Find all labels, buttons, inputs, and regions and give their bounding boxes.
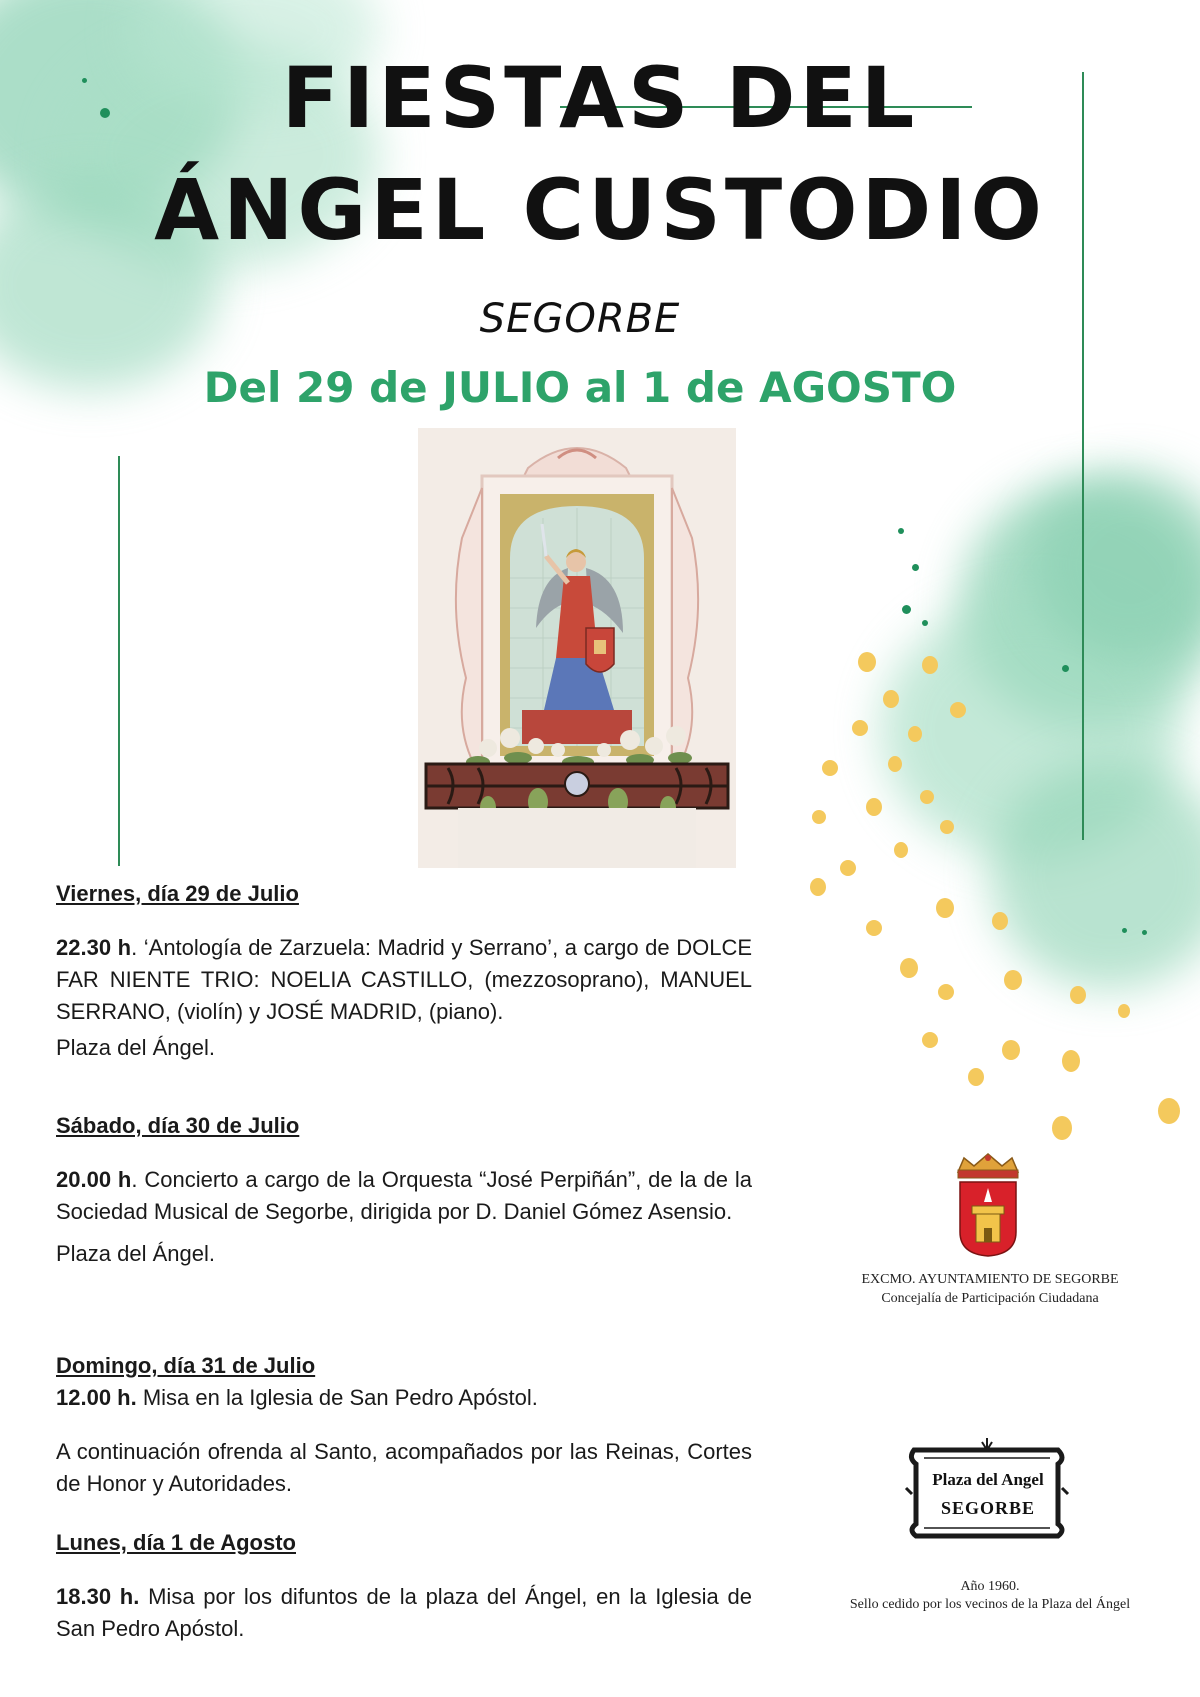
event-text: Misa en la Iglesia de San Pedro Apóstol. bbox=[136, 1385, 538, 1410]
confetti-dot bbox=[858, 652, 876, 672]
confetti-dot bbox=[908, 726, 922, 742]
splash-dot bbox=[1062, 665, 1069, 672]
event-extra: A continuación ofrenda al Santo, acompañados por las Reinas, Cortes de Honor y Autoridades. bbox=[56, 1439, 752, 1496]
event-description bbox=[56, 1581, 752, 1645]
confetti-dot bbox=[894, 842, 908, 858]
confetti-dot bbox=[1002, 1040, 1020, 1060]
confetti-dot bbox=[810, 878, 826, 896]
confetti-dot bbox=[822, 760, 838, 776]
confetti-dot bbox=[992, 912, 1008, 930]
poster-title-line2: ÁNGEL CUSTODIO bbox=[154, 161, 1046, 259]
stamp-caption-text: Sello cedido por los vecinos de la Plaza del Ángel bbox=[849, 1597, 1131, 1612]
splash-dot bbox=[922, 620, 928, 626]
confetti-dot bbox=[968, 1068, 984, 1086]
confetti-dot bbox=[900, 958, 918, 978]
event-description bbox=[56, 1382, 752, 1414]
event-text: Misa por los difuntos de la plaza del Ángel, en la Iglesia de San Pedro Apóstol. bbox=[56, 1584, 753, 1641]
splash-dot bbox=[1122, 928, 1127, 933]
splash-dot bbox=[902, 605, 911, 614]
confetti-dot bbox=[950, 702, 966, 718]
event-text: . Concierto a cargo de la Orquesta “José Perpiñán”, de la de la Sociedad Musical de Segorbe, dirigida por D. Daniel Gómez Asensio. bbox=[56, 1167, 752, 1224]
day-heading: Viernes, día 29 de Julio bbox=[56, 881, 299, 906]
splash-dot bbox=[912, 564, 919, 571]
confetti-dot bbox=[936, 898, 954, 918]
stamp-caption-year: Año 1960. bbox=[960, 1579, 1020, 1594]
stamp-line1: Plaza del Angel bbox=[932, 1470, 1044, 1489]
splash-dot bbox=[1142, 930, 1147, 935]
event-time: 20.00 h bbox=[56, 1167, 132, 1192]
day-heading: Lunes, día 1 de Agosto bbox=[56, 1530, 296, 1555]
day-heading: Sábado, día 30 de Julio bbox=[56, 1113, 300, 1138]
ayuntamiento-department: Concejalía de Participación Ciudadana bbox=[881, 1291, 1099, 1306]
confetti-dot bbox=[888, 756, 902, 772]
event-place: Plaza del Ángel. bbox=[56, 1241, 215, 1266]
event-text: . ‘Antología de Zarzuela: Madrid y Serrano’, a cargo de DOLCE FAR NIENTE TRIO: NOELIA CASTILLO, (mezzosoprano), MANUEL SERRANO, (violín) y JOSÉ MADRID, (piano). bbox=[56, 935, 753, 1024]
confetti-dot bbox=[866, 920, 882, 936]
schedule-day-1 bbox=[56, 878, 752, 1064]
event-description bbox=[56, 932, 752, 1028]
confetti-dot bbox=[1118, 1004, 1130, 1018]
event-place: Plaza del Ángel. bbox=[56, 1035, 215, 1060]
confetti-dot bbox=[1052, 1116, 1072, 1140]
event-time: 18.30 h. bbox=[56, 1584, 140, 1609]
confetti-dot bbox=[852, 720, 868, 736]
festival-dates: Del 29 de JULIO al 1 de AGOSTO bbox=[203, 363, 957, 412]
confetti-dot bbox=[883, 690, 899, 708]
confetti-dot bbox=[840, 860, 856, 876]
splash-dot bbox=[898, 528, 904, 534]
confetti-dot bbox=[866, 798, 882, 816]
poster-title-line1: FIESTAS DEL bbox=[281, 49, 919, 147]
plaza-stamp bbox=[904, 1438, 1070, 1544]
confetti-dot bbox=[920, 790, 934, 804]
stamp-line2: SEGORBE bbox=[940, 1498, 1036, 1518]
schedule-day-2 bbox=[56, 1110, 752, 1270]
confetti-dot bbox=[1070, 986, 1086, 1004]
confetti-dot bbox=[812, 810, 826, 824]
confetti-dot bbox=[922, 656, 938, 674]
frame-line-left bbox=[118, 456, 120, 866]
coat-of-arms-logo bbox=[950, 1150, 1026, 1258]
schedule-day-4 bbox=[56, 1527, 752, 1645]
event-time: 22.30 h bbox=[56, 935, 132, 960]
city-name: SEGORBE bbox=[479, 296, 681, 342]
confetti-dot bbox=[940, 820, 954, 834]
confetti-dot bbox=[1004, 970, 1022, 990]
confetti-dot bbox=[922, 1032, 938, 1048]
schedule-day-3 bbox=[56, 1350, 752, 1500]
confetti-dot bbox=[1158, 1098, 1180, 1124]
confetti-dot bbox=[1062, 1050, 1080, 1072]
angel-altar-photo bbox=[418, 428, 736, 868]
event-description bbox=[56, 1164, 752, 1228]
confetti-dot bbox=[938, 984, 954, 1000]
event-time: 12.00 h. bbox=[56, 1385, 137, 1410]
angel-altar-illustration bbox=[418, 428, 736, 868]
day-heading: Domingo, día 31 de Julio bbox=[56, 1353, 316, 1378]
stamp-frame-icon bbox=[904, 1438, 1070, 1544]
ayuntamiento-name: EXCMO. AYUNTAMIENTO DE SEGORBE bbox=[861, 1272, 1119, 1287]
